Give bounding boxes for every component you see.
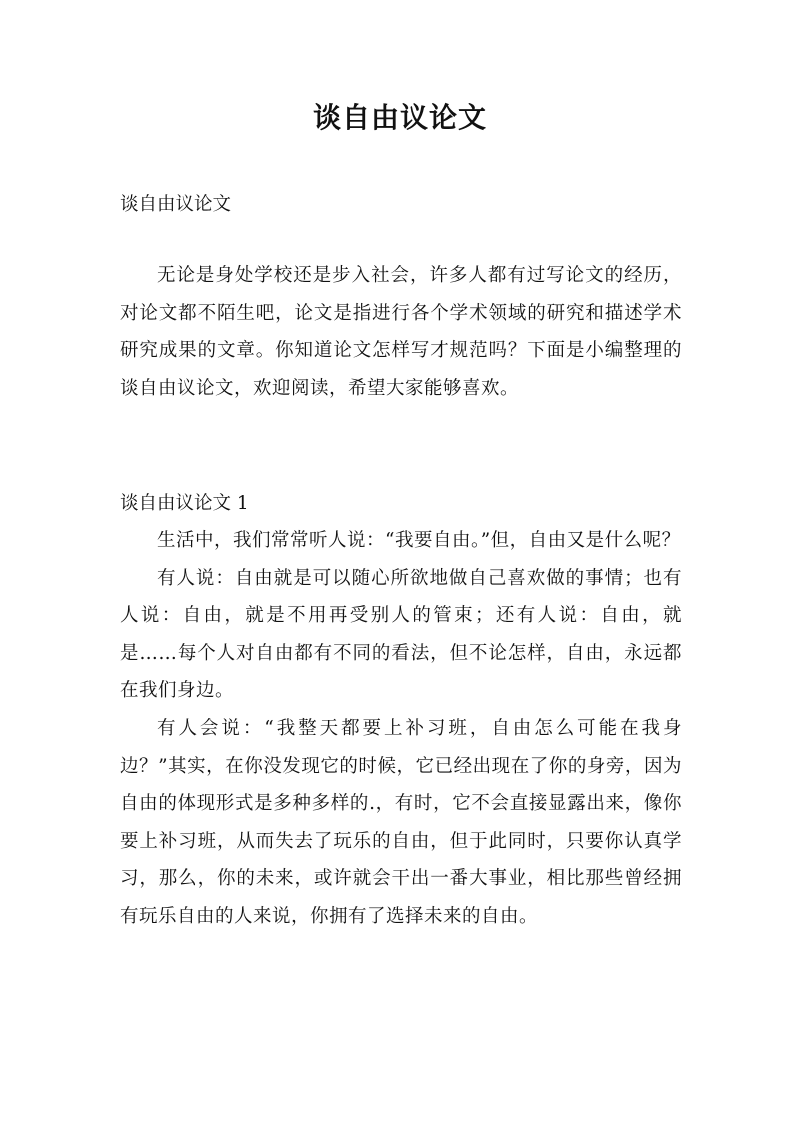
intro-paragraph: 无论是身处学校还是步入社会，许多人都有过写论文的经历，对论文都不陌生吧，论文是指进行各个学术领域的研究和描述学术研究成果的文章。你知道论文怎样写才规范吗？下面是小编整理的谈自由议论文，欢迎阅读，希望大家能够喜欢。 bbox=[120, 265, 682, 399]
essay-paragraph-2: 有人说：自由就是可以随心所欲地做自己喜欢做的事情；也有人说：自由，就是不用再受别人的管束；还有人说：自由，就是……每个人对自由都有不同的看法，但不论怎样，自由，永远都在我们身边。 bbox=[120, 567, 682, 702]
intro-block bbox=[120, 257, 682, 407]
essay-body bbox=[120, 522, 682, 936]
page-title: 谈自由议论文 bbox=[312, 101, 487, 134]
essay-paragraph-3: 有人会说：“我整天都要上补习班，自由怎么可能在我身边？”其实，在你没发现它的时候，它已经出现在了你的身旁，因为自由的体现形式是多种多样的.，有时，它不会直接显露出来，像你要上补习班，从而失去了玩乐的自由，但于此同时，只要你认真学习，那么，你的未来，或许就会干出一番大事业，相比那些曾经拥有玩乐自由的人来说，你拥有了选择未来的自由。 bbox=[120, 717, 682, 927]
essay-paragraph-1: 生活中，我们常常听人说：“我要自由。”但，自由又是什么呢？ bbox=[157, 530, 681, 551]
section-heading: 谈自由议论文 1 bbox=[120, 493, 249, 514]
document-subtitle: 谈自由议论文 bbox=[120, 194, 232, 215]
